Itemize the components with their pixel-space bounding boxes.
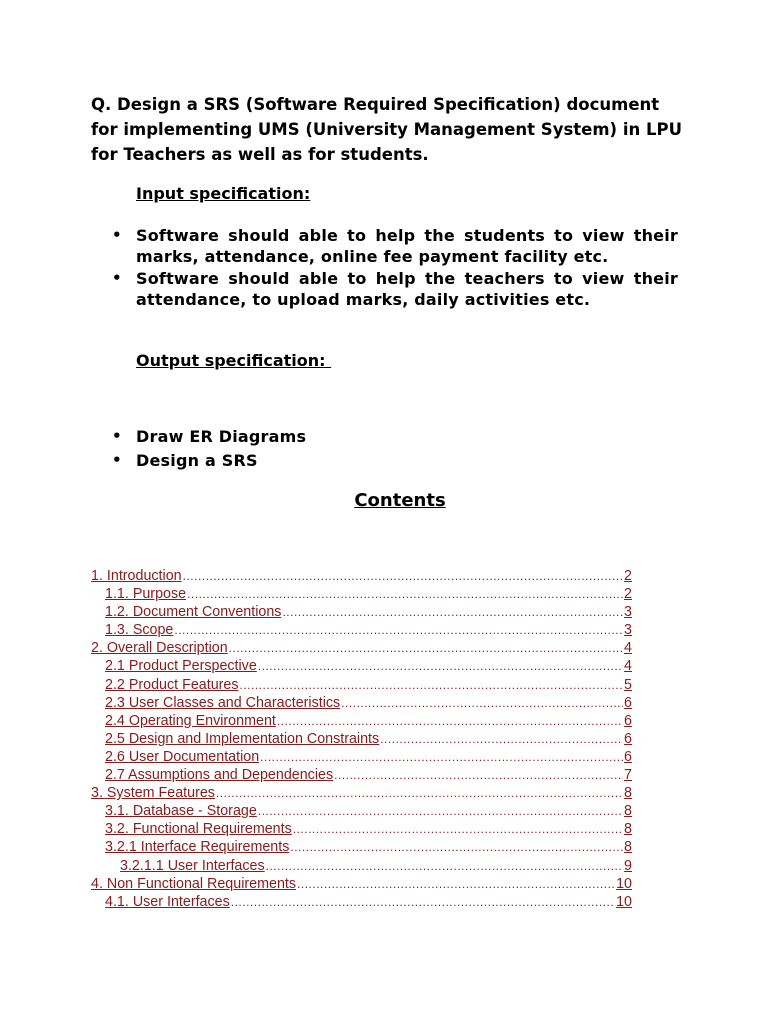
toc-entry[interactable]: [91, 677, 632, 695]
table-of-contents: [91, 568, 632, 912]
toc-page-number[interactable]: 6: [624, 712, 632, 729]
toc-leader: [229, 641, 623, 655]
toc-entry[interactable]: [91, 658, 632, 676]
toc-entry-label[interactable]: 1.2. Document Conventions: [105, 604, 282, 621]
output-spec-list: [112, 426, 678, 471]
toc-page-number[interactable]: 9: [624, 857, 632, 874]
bullet-icon: •: [112, 226, 122, 244]
toc-entry-label[interactable]: 2.6 User Documentation: [105, 748, 260, 765]
list-item: [112, 450, 678, 471]
toc-entry[interactable]: [91, 894, 632, 912]
toc-page-number[interactable]: 10: [616, 893, 632, 910]
toc-entry-label[interactable]: 1.1. Purpose: [105, 586, 187, 603]
contents-title: Contents: [354, 490, 446, 511]
toc-entry-label[interactable]: 3.2.1 Interface Requirements: [105, 839, 290, 856]
toc-page-number[interactable]: 6: [624, 748, 632, 765]
toc-leader: [277, 714, 623, 728]
toc-page-number[interactable]: 5: [624, 676, 632, 693]
toc-page-number[interactable]: 4: [624, 658, 632, 675]
output-bullet-text: Design a SRS: [136, 451, 258, 470]
toc-leader: [297, 877, 615, 891]
toc-entry-label[interactable]: 2.2 Product Features: [105, 676, 239, 693]
toc-leader: [282, 605, 623, 619]
toc-entry[interactable]: [91, 749, 632, 767]
toc-entry[interactable]: [91, 803, 632, 821]
toc-entry-label[interactable]: 1. Introduction: [91, 568, 182, 584]
toc-leader: [174, 623, 623, 637]
toc-entry-label[interactable]: 2.3 User Classes and Characteristics: [105, 694, 341, 711]
toc-entry-label[interactable]: 3.1. Database - Storage: [105, 803, 257, 820]
output-spec-heading: Output specification:: [136, 351, 332, 370]
list-item: [112, 426, 678, 447]
toc-page-number[interactable]: 8: [624, 821, 632, 838]
toc-leader: [183, 569, 623, 583]
toc-entry-label[interactable]: 3.2. Functional Requirements: [105, 821, 292, 838]
toc-entry[interactable]: [91, 640, 632, 658]
toc-page-number[interactable]: 8: [624, 785, 632, 802]
toc-leader: [260, 750, 623, 764]
toc-entry-label[interactable]: 3.2.1.1 User Interfaces: [120, 857, 265, 874]
toc-leader: [334, 768, 623, 782]
toc-entry[interactable]: [91, 586, 632, 604]
toc-leader: [216, 786, 623, 800]
toc-leader: [240, 678, 624, 692]
toc-entry[interactable]: [91, 876, 632, 894]
input-spec-list: [112, 225, 678, 310]
toc-leader: [290, 840, 623, 854]
bullet-icon: •: [112, 427, 122, 445]
toc-page-number[interactable]: 8: [624, 839, 632, 856]
toc-entry[interactable]: [91, 713, 632, 731]
toc-entry[interactable]: [91, 622, 632, 640]
toc-entry[interactable]: [91, 839, 632, 857]
toc-leader: [380, 732, 623, 746]
toc-leader: [258, 659, 623, 673]
toc-entry[interactable]: [91, 785, 632, 803]
input-bullet-text: Software should able to help the teachers to view their attendance, to upload marks, daily activities etc.: [136, 269, 678, 309]
toc-page-number[interactable]: 2: [624, 586, 632, 603]
toc-entry-label[interactable]: 2.4 Operating Environment: [105, 712, 276, 729]
toc-page-number[interactable]: 3: [624, 622, 632, 639]
list-item: [112, 268, 678, 310]
toc-entry[interactable]: [91, 604, 632, 622]
toc-page-number[interactable]: 6: [624, 694, 632, 711]
toc-entry-label[interactable]: 4. Non Functional Requirements: [91, 875, 297, 892]
input-bullet-text: Software should able to help the students to view their marks, attendance, online fee payment facility etc.: [136, 226, 678, 266]
bullet-icon: •: [112, 269, 122, 287]
toc-entry-label[interactable]: 2. Overall Description: [91, 640, 228, 657]
question-text: Q. Design a SRS (Software Required Specification) document for implementing UMS (University Management System) in LPU for Teachers as well as for students.: [91, 95, 682, 164]
toc-page-number[interactable]: 6: [624, 730, 632, 747]
toc-entry-label[interactable]: 2.5 Design and Implementation Constraints: [105, 730, 380, 747]
toc-leader: [293, 822, 623, 836]
output-bullet-text: Draw ER Diagrams: [136, 427, 307, 446]
toc-page-number[interactable]: 10: [616, 875, 632, 892]
toc-entry[interactable]: [91, 568, 632, 586]
input-spec-heading: Input specification:: [136, 184, 311, 203]
toc-leader: [231, 895, 615, 909]
toc-entry[interactable]: [91, 695, 632, 713]
toc-leader: [341, 696, 623, 710]
toc-entry[interactable]: [91, 731, 632, 749]
toc-entry[interactable]: [91, 767, 632, 785]
toc-page-number[interactable]: 4: [624, 640, 632, 657]
toc-page-number[interactable]: 8: [624, 803, 632, 820]
toc-leader: [258, 804, 623, 818]
toc-leader: [187, 587, 623, 601]
toc-entry-label[interactable]: 2.1 Product Perspective: [105, 658, 257, 675]
toc-entry[interactable]: [91, 821, 632, 839]
bullet-icon: •: [112, 451, 122, 469]
list-item: [112, 225, 678, 267]
toc-entry-label[interactable]: 4.1. User Interfaces: [105, 893, 230, 910]
toc-entry-label[interactable]: 1.3. Scope: [105, 622, 174, 639]
toc-page-number[interactable]: 2: [624, 568, 632, 584]
toc-entry-label[interactable]: 3. System Features: [91, 785, 215, 802]
toc-entry[interactable]: [91, 858, 632, 876]
toc-page-number[interactable]: 3: [624, 604, 632, 621]
toc-entry-label[interactable]: 2.7 Assumptions and Dependencies: [105, 767, 334, 784]
toc-leader: [266, 859, 623, 873]
toc-page-number[interactable]: 7: [624, 767, 632, 784]
